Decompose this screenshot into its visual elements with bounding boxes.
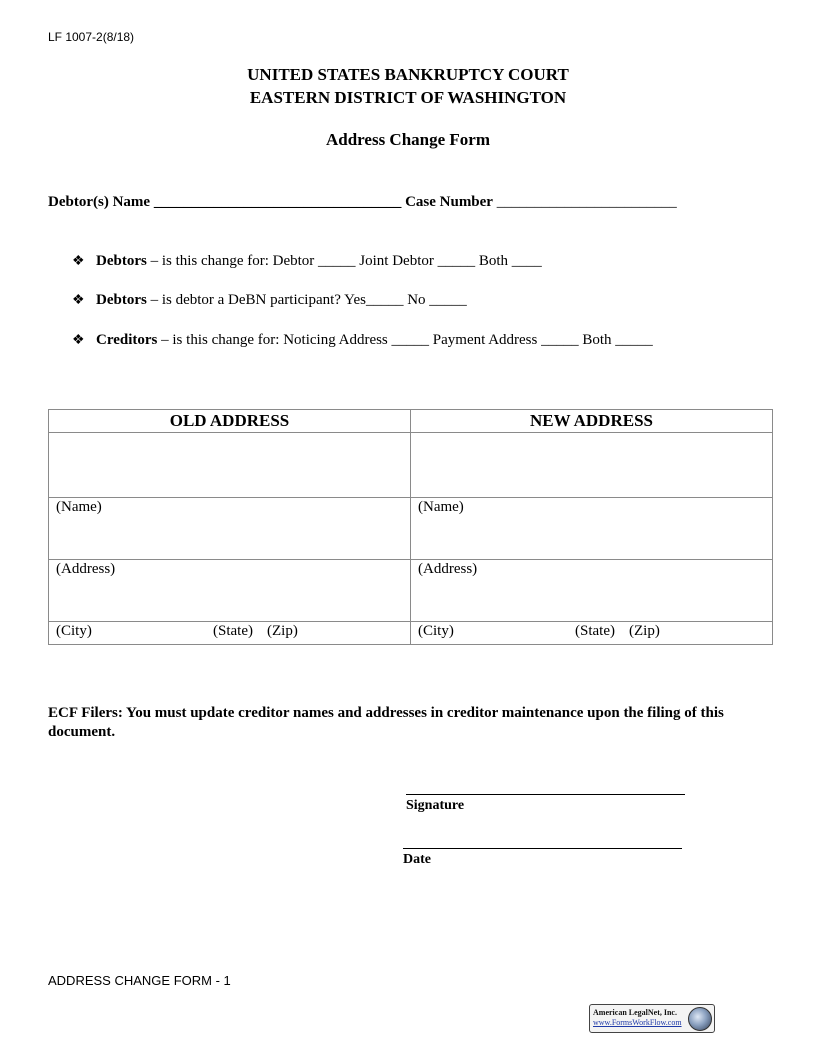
old-name-cell[interactable]	[49, 498, 411, 560]
signature-label: Signature	[406, 798, 465, 813]
new-zip-label: (Zip)	[629, 623, 660, 639]
case-number-field[interactable]: ________________________	[496, 194, 677, 210]
new-blank-cell[interactable]	[411, 433, 773, 498]
forms-workflow-logo[interactable]	[589, 1004, 715, 1033]
case-number-label: Case Number	[405, 194, 493, 210]
ecf-filers-notice: ECF Filers: You must update creditor names and addresses in creditor maintenance upon the filing of this document.	[48, 705, 724, 740]
question-text[interactable]: – is this change for: Noticing Address _____ Payment Address _____ Both _____	[157, 332, 653, 348]
question-label: Debtors	[96, 292, 147, 308]
form-title: Address Change Form	[325, 130, 491, 149]
form-id: LF 1007-2(8/18)	[48, 30, 135, 44]
old-name-label: (Name)	[56, 499, 102, 515]
new-city-label: (City)	[418, 623, 454, 639]
new-name-label: (Name)	[418, 499, 464, 515]
globe-icon	[688, 1007, 712, 1031]
court-name: UNITED STATES BANKRUPTCY COURT	[247, 65, 569, 84]
court-district: EASTERN DISTRICT OF WASHINGTON	[249, 88, 567, 107]
question-text[interactable]: – is debtor a DeBN participant? Yes_____ No _____	[146, 292, 467, 308]
address-street-row	[49, 560, 773, 622]
old-address-cell[interactable]	[49, 560, 411, 622]
question-debtor-change-for	[72, 253, 542, 270]
logo-website-link[interactable]: www.FormsWorkFlow.com	[593, 1018, 682, 1027]
new-address-header: NEW ADDRESS	[411, 410, 773, 433]
address-blank-row	[49, 433, 773, 498]
old-city-label: (City)	[56, 623, 92, 639]
bullet-diamond-icon: ❖	[72, 293, 85, 308]
new-address-cell[interactable]	[411, 560, 773, 622]
old-state-label: (State)	[213, 623, 253, 639]
address-table-header	[49, 410, 773, 433]
address-table	[48, 409, 773, 645]
logo-company-name: American LegalNet, Inc.	[593, 1008, 677, 1017]
new-state-label: (State)	[575, 623, 615, 639]
address-city-row	[49, 622, 773, 645]
signature-line[interactable]	[406, 783, 685, 795]
bullet-diamond-icon: ❖	[72, 333, 85, 348]
address-name-row	[49, 498, 773, 560]
bullet-diamond-icon: ❖	[72, 254, 85, 269]
debtor-name-field[interactable]: _________________________________	[153, 194, 402, 210]
question-debn-participant	[72, 292, 467, 309]
debtor-name-label: Debtor(s) Name	[48, 194, 151, 210]
old-blank-cell[interactable]	[49, 433, 411, 498]
old-address-label: (Address)	[56, 561, 116, 577]
debtor-name-case-row	[48, 194, 677, 211]
question-creditor-change-for	[72, 332, 653, 349]
old-zip-label: (Zip)	[267, 623, 298, 639]
date-label: Date	[403, 852, 431, 867]
footer-page-label: ADDRESS CHANGE FORM - 1	[48, 973, 231, 988]
question-label: Creditors	[96, 332, 158, 348]
new-address-label: (Address)	[418, 561, 478, 577]
question-text[interactable]: – is this change for: Debtor _____ Joint Debtor _____ Both ____	[146, 253, 542, 269]
date-line[interactable]	[403, 837, 682, 849]
question-label: Debtors	[96, 253, 147, 269]
new-name-cell[interactable]	[411, 498, 773, 560]
old-city-cell[interactable]	[49, 622, 411, 645]
new-city-cell[interactable]	[411, 622, 773, 645]
old-address-header: OLD ADDRESS	[49, 410, 411, 433]
